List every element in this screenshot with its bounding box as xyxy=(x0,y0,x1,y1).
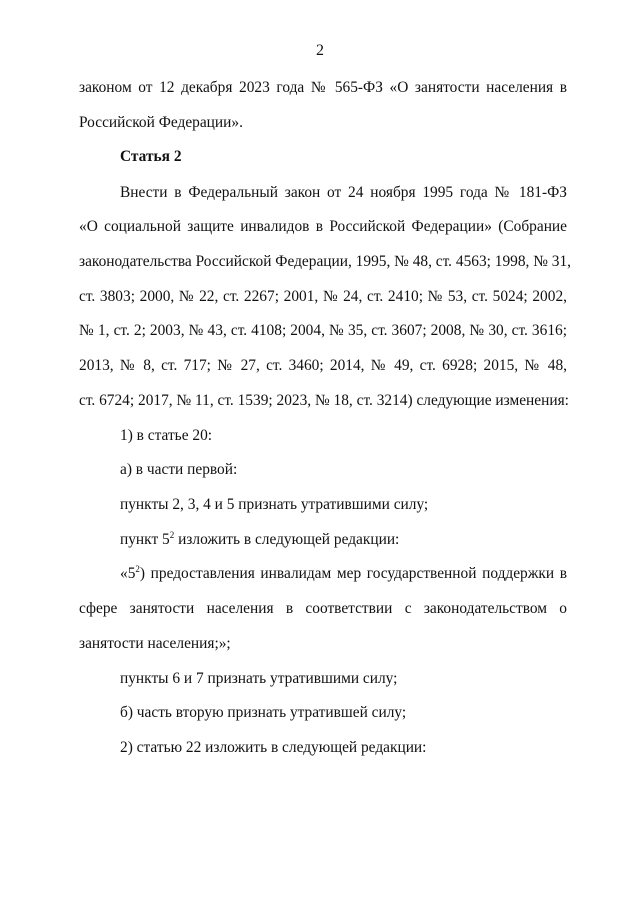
paragraph-line: ст. 3803; 2000, № 22, ст. 2267; 2001, № 24, ст. 2410; № 53, ст. 5024; 2002, xyxy=(79,288,567,305)
paragraph-line: законодательства Российской Федерации, 1995, № 48, ст. 4563; 1998, № 31, xyxy=(79,253,572,270)
text-before: пункт 5 xyxy=(120,531,170,548)
page-number: 2 xyxy=(316,42,324,59)
paragraph-line: № 1, ст. 2; 2003, № 43, ст. 4108; 2004, № 35, ст. 3607; 2008, № 30, ст. 3616; xyxy=(79,322,567,339)
paragraph-line: Российской Федерации». xyxy=(79,114,243,131)
quoted-paragraph-line: сфере занятости населения в соответствии с законодательством о xyxy=(79,600,567,617)
superscript: 2 xyxy=(135,564,140,574)
text-before: «5 xyxy=(120,565,136,582)
quoted-paragraph-line xyxy=(120,564,567,584)
list-item: б) часть вторую признать утратившей силу; xyxy=(120,704,407,721)
list-item: 2) статью 22 изложить в следующей редакции: xyxy=(120,739,427,756)
paragraph-line: ст. 6724; 2017, № 11, ст. 1539; 2023, № 18, ст. 3214) следующие изменения: xyxy=(79,392,569,409)
quoted-paragraph-line: занятости населения;»; xyxy=(79,635,231,652)
list-item: 1) в статье 20: xyxy=(120,427,213,444)
list-item xyxy=(120,530,567,550)
text-after: ) предоставления инвалидам мер государственной поддержки в xyxy=(139,565,567,582)
paragraph-line: «О социальной защите инвалидов в Российской Федерации» (Собрание xyxy=(79,218,567,235)
text-after: изложить в следующей редакции: xyxy=(174,531,400,548)
paragraph-line: 2013, № 8, ст. 717; № 27, ст. 3460; 2014, № 49, ст. 6928; 2015, № 48, xyxy=(79,357,567,374)
list-item: а) в части первой: xyxy=(120,461,238,478)
paragraph-line: Внести в Федеральный закон от 24 ноября 1995 года № 181-ФЗ xyxy=(120,184,567,201)
list-item: пункты 6 и 7 признать утратившими силу; xyxy=(120,670,398,687)
paragraph-line: законом от 12 декабря 2023 года № 565-ФЗ «О занятости населения в xyxy=(79,79,567,96)
article-heading: Статья 2 xyxy=(120,148,182,165)
superscript: 2 xyxy=(169,530,175,540)
list-item: пункты 2, 3, 4 и 5 признать утратившими силу; xyxy=(120,496,429,513)
